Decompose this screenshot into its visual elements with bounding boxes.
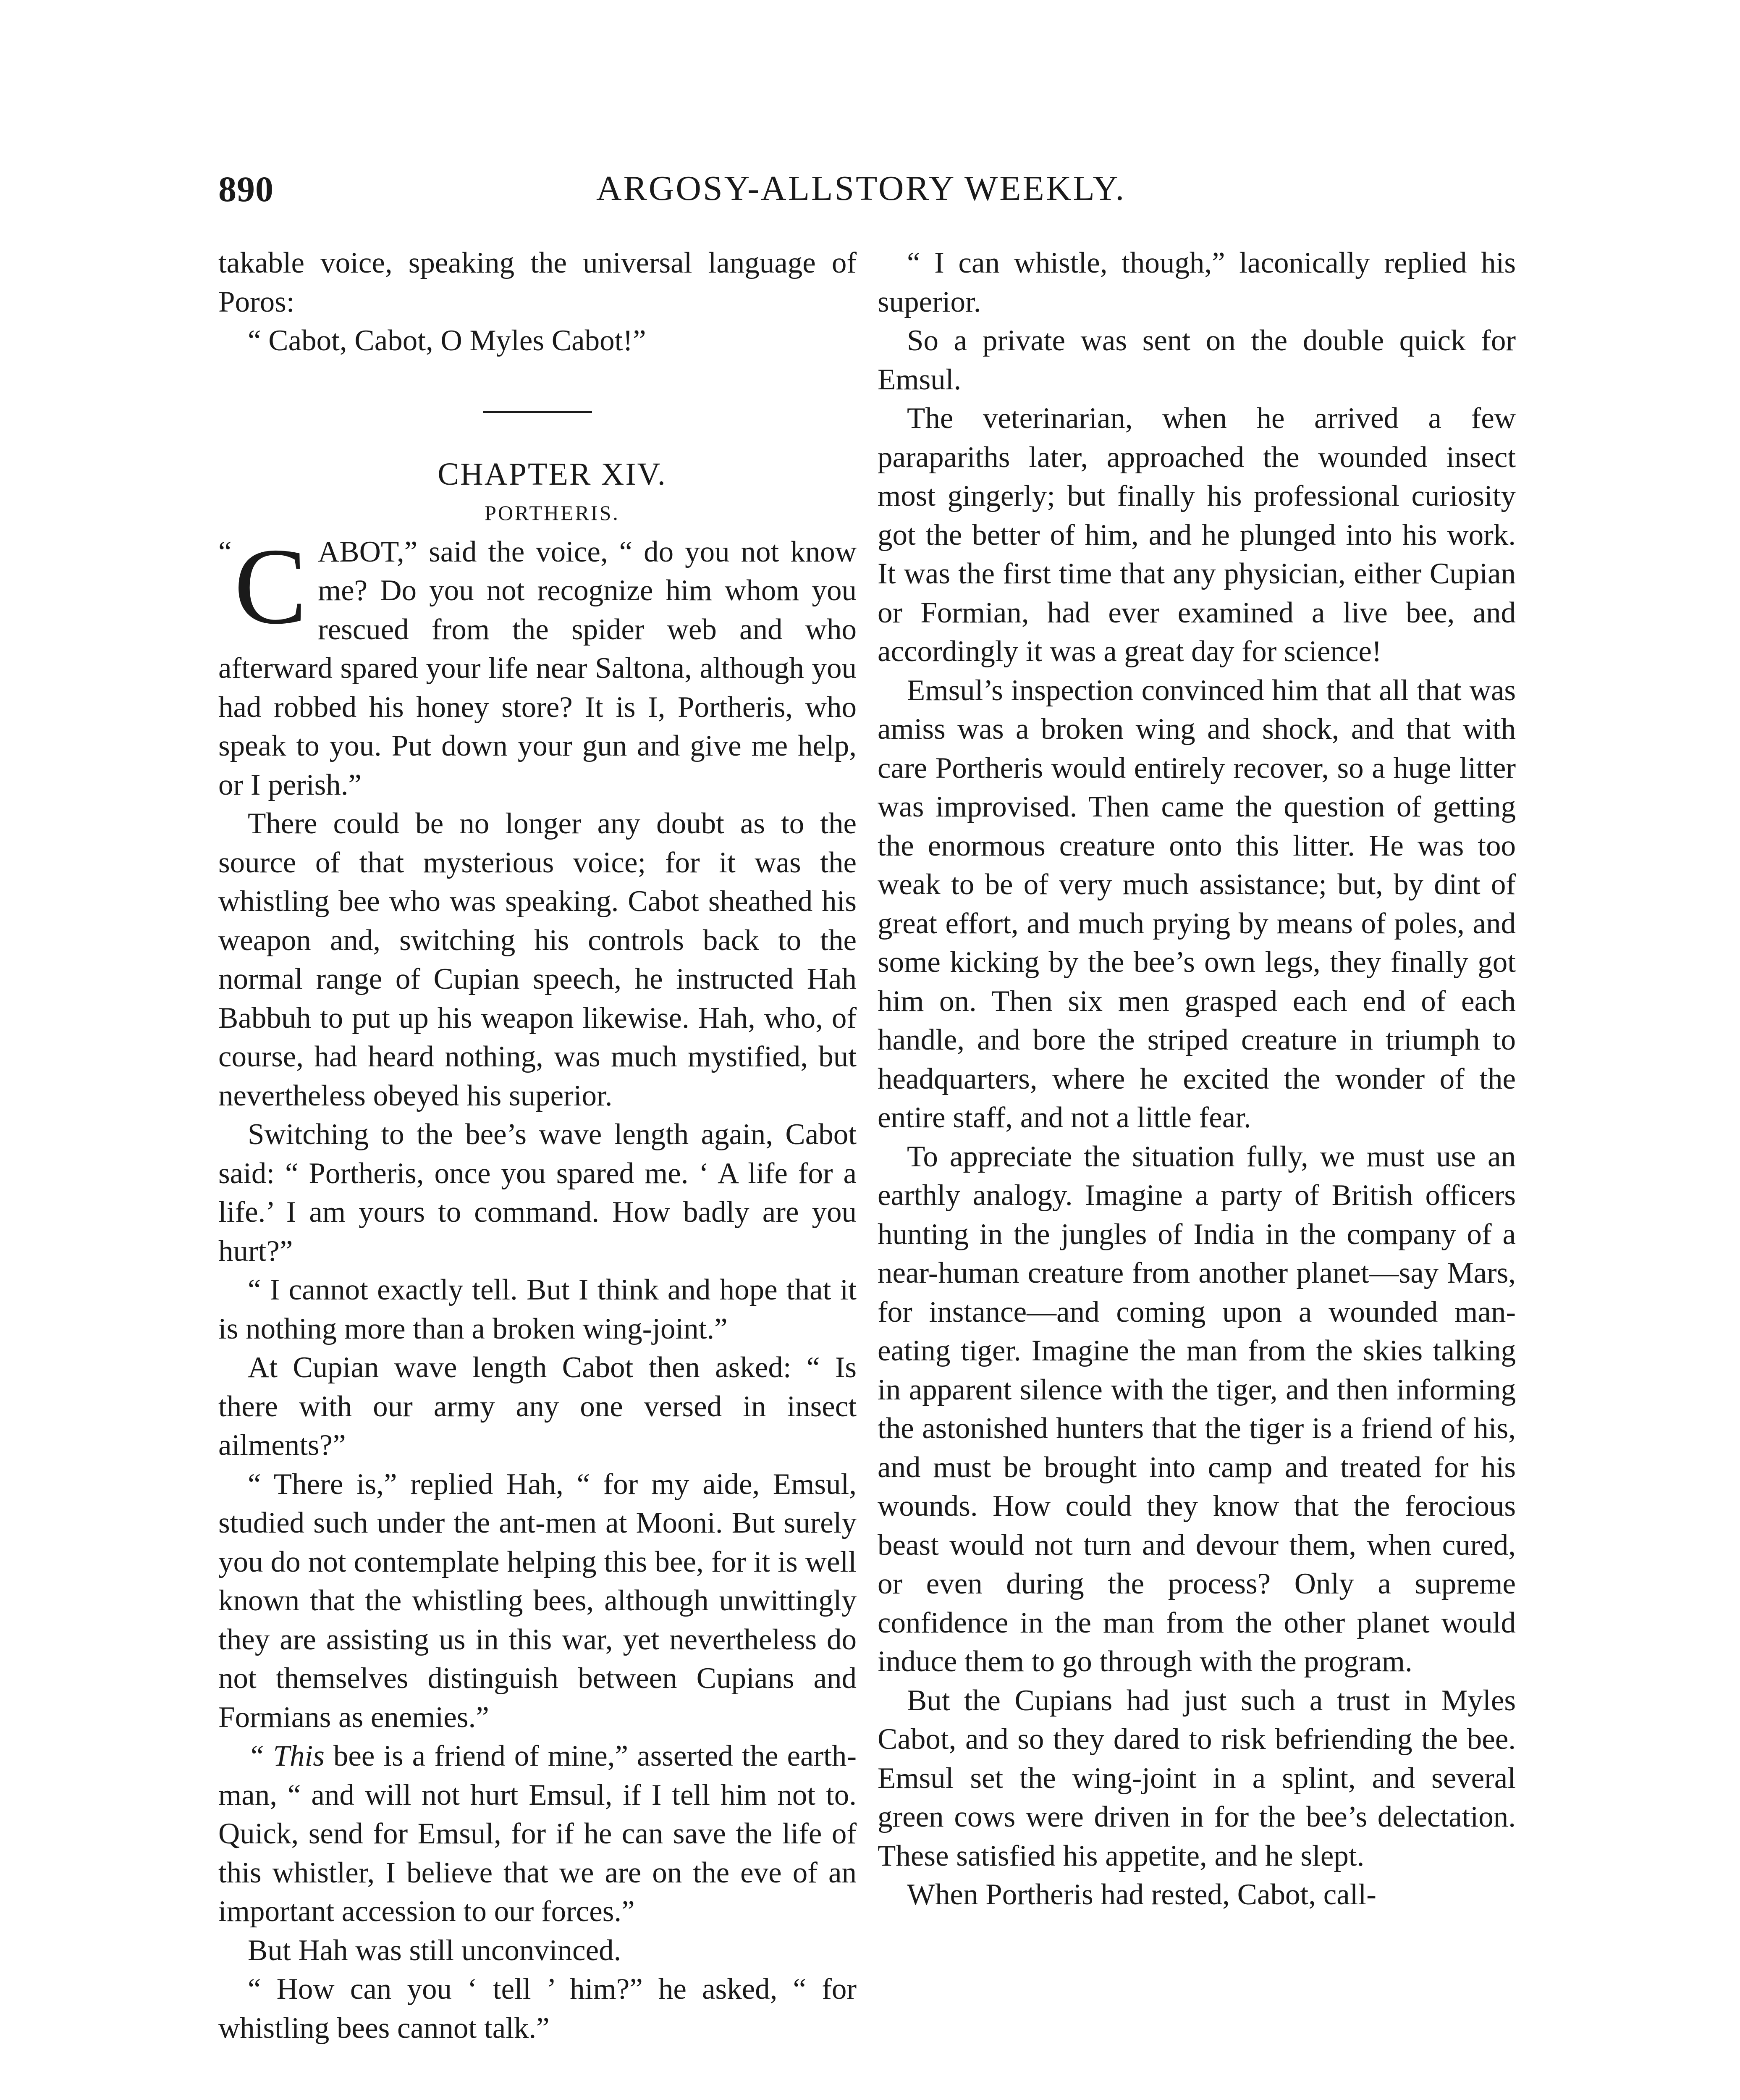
paragraph-cupian-ask: At Cupian wave length Cabot then asked: “ Is there with our army any one versed in insect ailments?” (218, 1351, 857, 1462)
paragraph-whistle: “ I can whistle, though,” laconically replied his superior. (878, 247, 1516, 318)
dropcap-quote-mark: “ (218, 535, 232, 568)
paragraph-doubt: There could be no longer any doubt as to the source of that mysterious voice; for it was the whistling bee who was speaking. Cabot sheathed his weapon and, switching his controls back to the normal range of Cupian speech, he instructed Hah Babbuh to put up his weapon likewise. Hah, who, of course, had heard nothing, was much mystified, but nevertheless obeyed his superior. (218, 807, 857, 1112)
paragraph-there-is: “ There is,” replied Hah, “ for my aide, Emsul, studied such under the ant-men at Mooni. But surely you do not contemplate helping this bee, for it is well known that the whistling bees, although unwittingly they are assisting us in this war, yet nevertheless do not themselves distinguish between Cupians and Formians as enemies.” (218, 1467, 857, 1734)
page-number: 890 (218, 169, 274, 209)
running-head: ARGOSY-ALLSTORY WEEKLY. (596, 169, 1126, 208)
right-column (878, 244, 1516, 1914)
paragraph-dropcap-text: ABOT,” said the voice, “ do you not know me? Do you not recognize him whom you rescued from the spider web and who afterward spared your life near Saltona, although you had robbed his honey store? It is I, Portheris, who speak to you. Put down your gun and give me help, or I perish.” (218, 535, 857, 801)
left-column (218, 244, 857, 2048)
paragraph-inspection: Emsul’s inspection convinced him that all that was amiss was a broken wing and shock, and that with care Portheris would entirely recover, so a huge litter was improvised. Then came the question of getting the enormous creature onto this litter. He was too weak to be of very much assistance; but, by dint of great effort, and much prying by means of poles, and some kicking by the bee’s own legs, they finally got him on. Then six men grasped each end of each handle, and bore the striped creature in triumph to headquarters, where he excited the wonder of the entire staff, and not a little fear. (878, 674, 1516, 1134)
paragraph-appreciate: To appreciate the situation fully, we must use an earthly analogy. Imagine a party of British officers hunting in the jungles of India in the company of a near-human creature from another planet—say Mars, for instance—and coming upon a wounded man-eating tiger. Imagine the man from the skies talking in apparent silence with the tiger, and then informing the astonished hunters that the tiger is a friend of his, and must be brought into camp and treated for his wounds. How could they know that the ferocious beast would not turn and devour them, when cured, or even during the process? Only a supreme confidence in the man from the other planet would induce them to go through with the program. (878, 1140, 1516, 1678)
drop-cap-letter: C (234, 525, 307, 647)
paragraph-veterinarian: The veterinarian, when he arrived a few parapariths later, approached the wounded insect most gingerly; but finally his professional curiosity got the better of him, and he plunged into his work. It was the first time that any physician, either Cupian or Formian, had ever examined a live bee, and accordingly it was a great day for science! (878, 402, 1516, 668)
paragraph-unconvinced: But Hah was still unconvinced. (248, 1934, 621, 1967)
paragraph-continued: takable voice, speaking the universal language of Poros: (218, 247, 857, 318)
paragraph-cannot-tell: “ I cannot exactly tell. But I think and hope that it is nothing more than a broken wing-joint.” (218, 1273, 857, 1345)
paragraph-how-tell: “ How can you ‘ tell ’ him?” he asked, “ for whistling bees cannot talk.” (218, 1973, 857, 2045)
paragraph-this-bee-text: bee is a friend of mine,” asserted the earth-man, “ and will not hurt Emsul, if I tell him not to. Quick, send for Emsul, for if he can save the life of this whistler, I believe that we are on the eve of an important accession to our forces.” (218, 1740, 857, 1928)
paragraph-private: So a private was sent on the double quick for Emsul. (878, 324, 1516, 396)
paragraph-this-bee (218, 1737, 857, 1931)
paragraph-trust: But the Cupians had just such a trust in Myles Cabot, and so they dared to risk befriending the bee. Emsul set the wing-joint in a splint, and several green cows were driven in for the bee’s delectation. These satisfied his appetite, and he slept. (878, 1684, 1516, 1872)
italic-this: “ This (248, 1740, 325, 1772)
paragraph-dropcap (218, 525, 857, 805)
paragraph-switching: Switching to the bee’s wave length again, Cabot said: “ Portheris, once you spared me. ‘ A life for a life.’ I am yours to command. How badly are you hurt?” (218, 1118, 857, 1268)
section-divider (483, 411, 592, 413)
chapter-subtitle: PORTHERIS. (485, 501, 620, 525)
chapter-title: CHAPTER XIV. (438, 456, 667, 492)
paragraph-call: “ Cabot, Cabot, O Myles Cabot!” (248, 324, 646, 357)
paragraph-rested: When Portheris had rested, Cabot, call- (907, 1878, 1376, 1911)
